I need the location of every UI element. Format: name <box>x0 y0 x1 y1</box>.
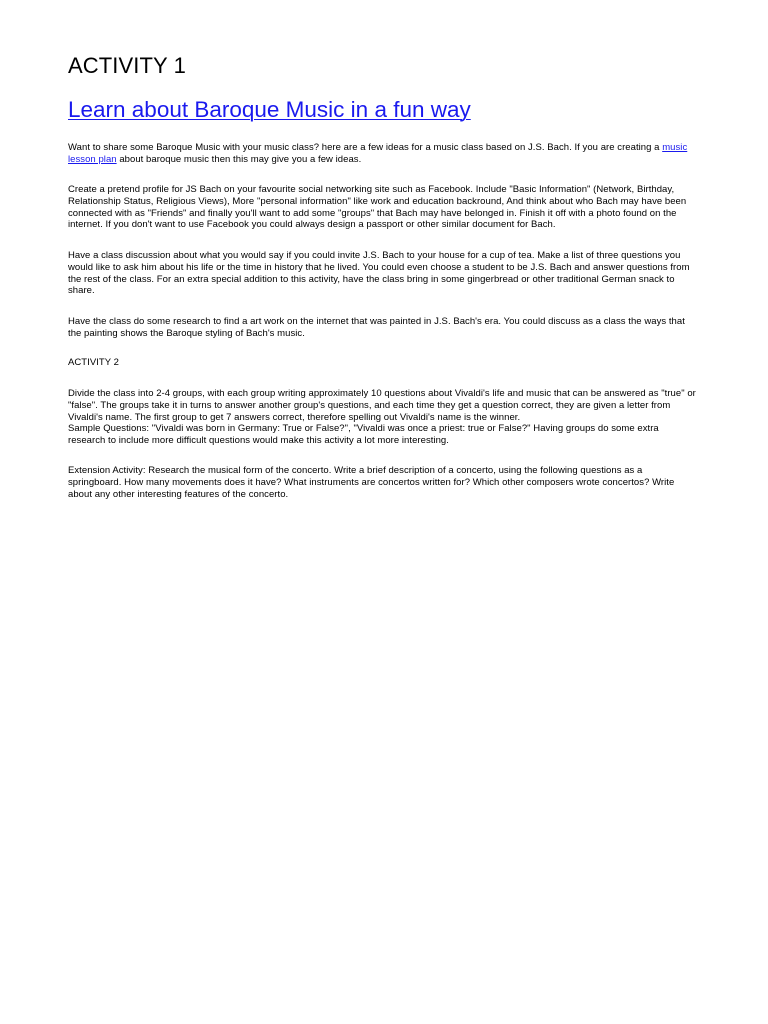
vivaldi-quiz-instructions: Divide the class into 2-4 groups, with each group writing approximately 10 questions about Vivaldi's life and music that can be answered as "true" or "false". The groups take it in turns to answer another group's questions, and each time they get a question correct, they are given a letter from Vivaldi's name. The first group to get 7 answers correct, therefore spelling out Vivaldi's name is the winner. <box>68 388 696 423</box>
bach-tea-paragraph: Have a class discussion about what you would say if you could invite J.S. Bach to your house for a cup of tea. Make a list of three questions you would like to ask him about his life or the time in history that he lived. You could even choose a student to be J.S. Bach and answer questions from the rest of the class. For an extra special addition to this activity, have the class bring in some gingerbread or other traditional German snack to share. <box>68 250 690 297</box>
vivaldi-sample-questions: Sample Questions: "Vivaldi was born in Germany: True or False?", "Vivaldi was once a priest: true or False?" Having groups do some extra research to include more difficult questions would make this activity a lot more interesting. <box>68 423 659 447</box>
intro-paragraph <box>68 142 696 166</box>
bach-profile-paragraph: Create a pretend profile for JS Bach on your favourite social networking site such as Facebook. Include "Basic Information" (Network, Birthday, Relationship Status, Religious Views), More "personal information" like work and education backround, And think about who Bach may have been connected with as "Friends" and finally you'll want to add some "groups" that Bach may have belonged in. Finish it off with a photo found on the internet. If you don't want to use Facebook you could always design a passport or other similar document for Bach. <box>68 184 687 231</box>
activity-1-heading: ACTIVITY 1 <box>68 53 186 78</box>
baroque-art-paragraph: Have the class do some research to find a art work on the internet that was painted in J.S. Bach's era. You could discuss as a class the ways that the painting shows the Baroque styling of Bach's music. <box>68 316 685 339</box>
intro-text-before-link: Want to share some Baroque Music with your music class? here are a few ideas for a music class based on J.S. Bach. If you are creating a <box>68 142 663 153</box>
extension-activity-paragraph: Extension Activity: Research the musical form of the concerto. Write a brief description of a concerto, using the following questions as a springboard. How many movements does it have? What instruments are concertos written for? Which other composers wrote concertos? Write about any other interesting features of the concerto. <box>68 465 675 500</box>
activity-2-heading: ACTIVITY 2 <box>68 357 120 368</box>
vivaldi-quiz-paragraph <box>68 388 696 447</box>
music-lesson-plan-link[interactable]: music lesson plan <box>68 142 688 165</box>
intro-text-after-link: about baroque music then this may give you a few ideas. <box>116 153 362 165</box>
page-title-link[interactable]: Learn about Baroque Music in a fun way <box>68 97 471 122</box>
